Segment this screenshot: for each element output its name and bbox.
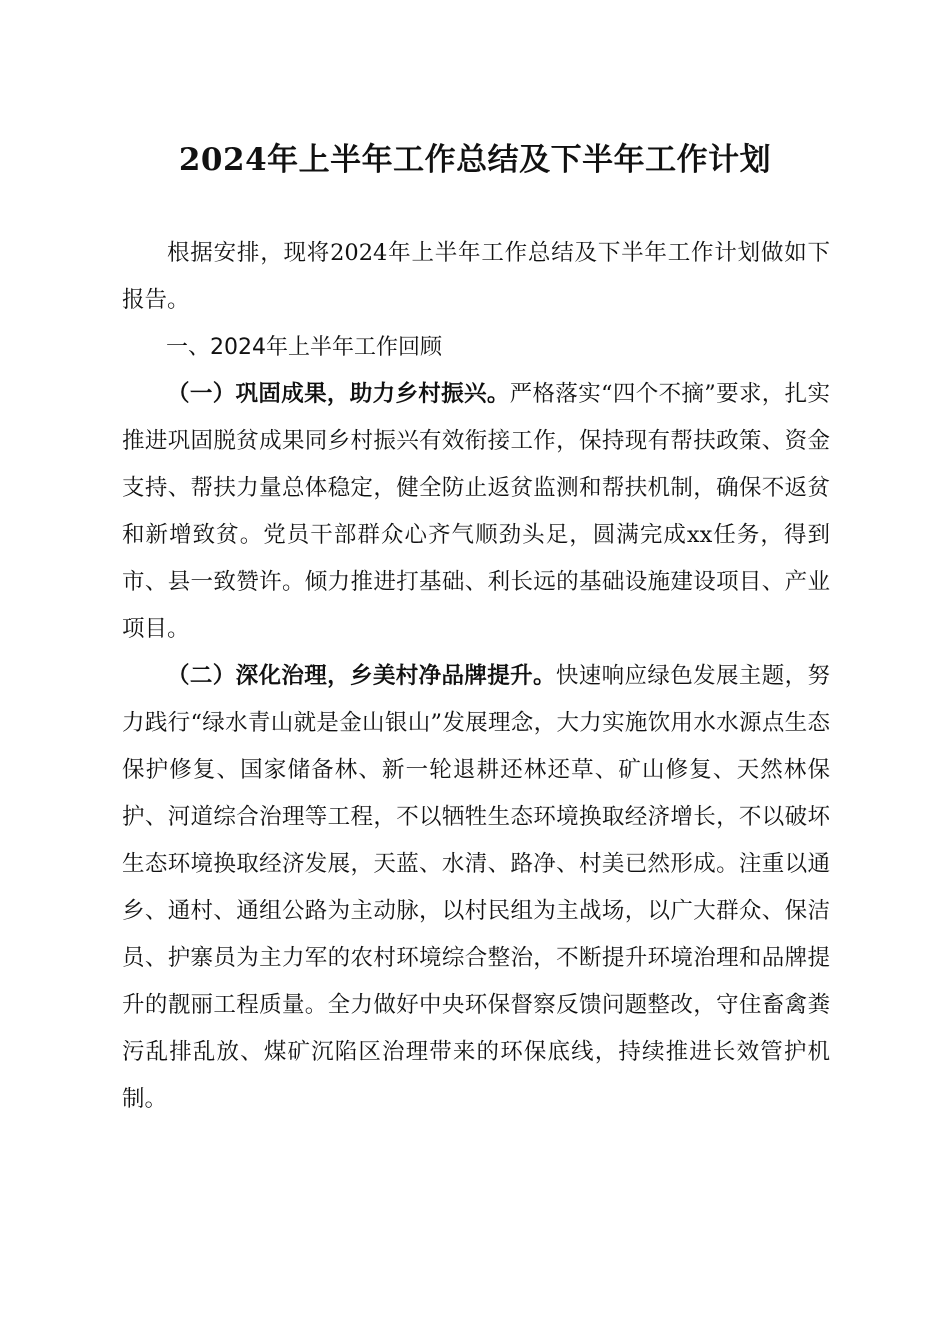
intro-paragraph: 根据安排，现将2024年上半年工作总结及下半年工作计划做如下报告。 (122, 240, 830, 313)
section-heading: 一、2024年上半年工作回顾 (166, 335, 442, 360)
section-item-1-text: 严格落实“四个不摘”要求，扎实推进巩固脱贫成果同乡村振兴有效衔接工作，保持现有帮扶政策、资金支持、帮扶力量总体稳定，健全防止返贫监测和帮扶机制，确保不返贫和新增致贫。党员干部群众心齐气顺劲头足，圆满完成xx任务，得到市、县一致赞许。倾力推进打基础、利长远的基础设施建设项目、产业项目。 (122, 381, 830, 642)
document-body (122, 230, 830, 1123)
section-item-2-text: 快速响应绿色发展主题，努力践行“绿水青山就是金山银山”发展理念，大力实施饮用水水源点生态保护修复、国家储备林、新一轮退耕还林还草、矿山修复、天然林保护、河道综合治理等工程，不以牺牲生态环境换取经济增长，不以破坏生态环境换取经济发展，天蓝、水清、路净、村美已然形成。注重以通乡、通村、通组公路为主动脉，以村民组为主战场，以广大群众、保洁员、护寨员为主力军的农村环境综合整治，不断提升环境治理和品牌提升的靓丽工程质量。全力做好中央环保督察反馈问题整改，守住畜禽粪污乱排乱放、煤矿沉陷区治理带来的环保底线，持续推进长效管护机制。 (122, 663, 830, 1112)
section-item-2-label: （二）深化治理，乡美村净品牌提升。 (167, 663, 556, 689)
section-item-2 (122, 653, 830, 1123)
document-title: 2024年上半年工作总结及下半年工作计划 (178, 142, 772, 178)
section-item-1 (122, 371, 830, 653)
section-item-1-label: （一）巩固成果，助力乡村振兴。 (167, 381, 510, 407)
